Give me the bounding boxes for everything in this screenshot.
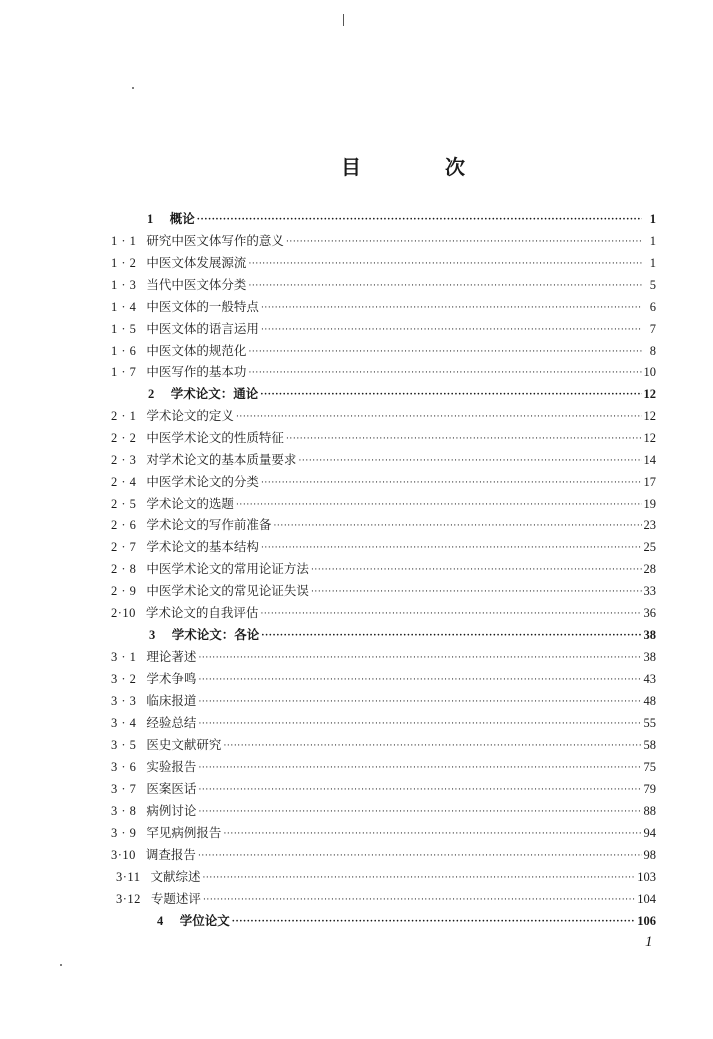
toc-title: 学术论文的自我评估 xyxy=(145,605,259,620)
toc-row xyxy=(111,275,656,295)
toc-title: 研究中医文体写作的意义 xyxy=(146,233,284,248)
toc-title: 学术争鸣 xyxy=(146,671,197,686)
toc-number: 1 · 6 xyxy=(111,344,137,358)
toc-title: 中医学术论文的性质特征 xyxy=(146,430,284,445)
toc-page-number: 17 xyxy=(643,475,656,489)
toc-row xyxy=(111,669,656,689)
toc-number: 3 · 3 xyxy=(111,694,137,708)
toc-row xyxy=(111,450,656,470)
toc-page-number: 104 xyxy=(637,892,656,906)
toc-leader-dots xyxy=(203,890,635,910)
toc-number: 3·11 xyxy=(116,870,141,884)
toc-page-number: 38 xyxy=(643,650,656,664)
toc-page-number: 7 xyxy=(649,322,656,336)
toc-title: 实验报告 xyxy=(146,759,197,774)
toc-title: 中医学术论文的分类 xyxy=(146,474,259,489)
toc-number: 3·10 xyxy=(111,848,136,862)
toc-leader-dots xyxy=(273,516,641,536)
toc-title: 学术论文的选题 xyxy=(146,496,234,511)
toc-row xyxy=(111,691,656,711)
toc-title: 病例讨论 xyxy=(146,803,197,818)
toc-row xyxy=(111,581,656,601)
toc-title: 调查报告 xyxy=(145,847,196,862)
toc-leader-dots xyxy=(286,429,642,449)
toc-page-number: 10 xyxy=(643,365,656,379)
toc-page-number: 19 xyxy=(643,497,656,511)
toc-page-number: 8 xyxy=(649,344,656,358)
page-number: 1 xyxy=(645,934,653,950)
toc-leader-dots xyxy=(198,802,641,822)
toc-page-number: 48 xyxy=(643,694,656,708)
toc-title: 学术论文：通论 xyxy=(170,386,259,401)
toc-number: 2 · 5 xyxy=(111,497,137,511)
toc-page-number: 98 xyxy=(643,848,656,862)
toc-row xyxy=(111,801,656,821)
toc-number: 3 · 9 xyxy=(111,826,137,840)
toc-number: 2 · 6 xyxy=(111,518,137,532)
toc-number: 2·10 xyxy=(111,606,136,620)
toc-row xyxy=(111,603,656,623)
toc-row xyxy=(111,253,656,273)
toc-chapter-row xyxy=(147,209,656,229)
toc-leader-dots xyxy=(261,626,641,646)
toc-leader-dots xyxy=(261,320,642,340)
toc-title: 当代中医文体分类 xyxy=(146,277,247,292)
toc-number: 1 · 2 xyxy=(111,256,137,270)
toc-number: 1 · 1 xyxy=(111,234,137,248)
toc-row xyxy=(111,713,656,733)
toc-title: 理论著述 xyxy=(146,649,197,664)
toc-row xyxy=(111,494,656,514)
toc-number: 1 · 5 xyxy=(111,322,137,336)
toc-page-number: 1 xyxy=(649,212,656,226)
toc-row xyxy=(111,537,656,557)
toc-row xyxy=(111,845,656,865)
toc-number: 3 · 2 xyxy=(111,672,137,686)
toc-page-number: 58 xyxy=(643,738,656,752)
toc-page-number: 55 xyxy=(643,716,656,730)
toc-page-number: 12 xyxy=(643,387,656,401)
toc-chapter-row xyxy=(149,625,656,645)
toc-leader-dots xyxy=(198,846,642,866)
toc-page-number: 14 xyxy=(643,453,656,467)
toc-leader-dots xyxy=(198,758,641,778)
toc-title: 对学术论文的基本质量要求 xyxy=(146,452,297,467)
toc-page-number: 6 xyxy=(649,300,656,314)
toc-row xyxy=(111,341,656,361)
toc-page-number: 103 xyxy=(637,870,656,884)
toc-leader-dots xyxy=(311,560,642,580)
toc-title: 医案医话 xyxy=(146,781,197,796)
toc-page-number: 36 xyxy=(643,606,656,620)
toc-row xyxy=(111,297,656,317)
toc-leader-dots xyxy=(311,582,642,602)
toc-leader-dots xyxy=(248,342,642,362)
toc-leader-dots xyxy=(198,692,641,712)
toc-title: 概论 xyxy=(169,211,195,226)
toc-number: 3·12 xyxy=(116,892,141,906)
toc-number: 3 · 7 xyxy=(111,782,137,796)
scan-speck xyxy=(343,14,344,26)
toc-row xyxy=(111,757,656,777)
toc-page-number: 23 xyxy=(643,518,656,532)
toc-row xyxy=(111,515,656,535)
toc-row xyxy=(116,889,656,909)
toc-title: 中医学术论文的常用论证方法 xyxy=(146,561,309,576)
toc-leader-dots xyxy=(261,538,642,558)
toc-page-number: 25 xyxy=(643,540,656,554)
toc-page-number: 1 xyxy=(649,234,656,248)
toc-number: 2 · 1 xyxy=(111,409,137,423)
toc-row xyxy=(111,428,656,448)
toc-leader-dots xyxy=(223,736,641,756)
toc-number: 3 · 6 xyxy=(111,760,137,774)
toc-page-number: 5 xyxy=(649,278,656,292)
toc-title: 中医文体的语言运用 xyxy=(146,321,259,336)
toc-row xyxy=(111,559,656,579)
toc-leader-dots xyxy=(260,385,641,405)
toc-number: 2 · 2 xyxy=(111,431,137,445)
toc-page-number: 88 xyxy=(643,804,656,818)
toc-number: 3 · 1 xyxy=(111,650,137,664)
toc-row xyxy=(111,406,656,426)
toc-row xyxy=(111,823,656,843)
toc-page-number: 33 xyxy=(643,584,656,598)
toc-page-number: 75 xyxy=(643,760,656,774)
toc-number: 2 · 7 xyxy=(111,540,137,554)
toc-page-number: 28 xyxy=(643,562,656,576)
scan-speck xyxy=(132,87,134,89)
toc-page-number: 79 xyxy=(643,782,656,796)
toc-row xyxy=(111,231,656,251)
toc-chapter-row xyxy=(157,911,656,931)
toc-page-number: 38 xyxy=(643,628,656,642)
toc-leader-dots xyxy=(298,451,641,471)
toc-row xyxy=(111,362,656,382)
toc-row xyxy=(111,472,656,492)
toc-title: 中医文体发展源流 xyxy=(146,255,247,270)
toc-row xyxy=(111,319,656,339)
toc-number: 3 xyxy=(149,628,156,642)
toc-title: 学术论文的定义 xyxy=(146,408,234,423)
toc-leader-dots xyxy=(261,473,642,493)
toc-title: 中医学术论文的常见论证失误 xyxy=(146,583,309,598)
toc-page-number: 12 xyxy=(643,409,656,423)
toc-number: 2 xyxy=(148,387,155,401)
toc-title: 学术论文：各论 xyxy=(171,627,260,642)
toc-leader-dots xyxy=(248,363,641,383)
toc-chapter-row xyxy=(148,384,656,404)
toc-title: 专题述评 xyxy=(150,891,201,906)
toc-leader-dots xyxy=(202,868,635,888)
toc-leader-dots xyxy=(198,670,641,690)
toc-number: 2 · 4 xyxy=(111,475,137,489)
toc-number: 1 · 3 xyxy=(111,278,137,292)
toc-title: 学术论文的写作前准备 xyxy=(146,517,272,532)
toc-title: 罕见病例报告 xyxy=(146,825,222,840)
toc-number: 3 · 4 xyxy=(111,716,137,730)
toc-title: 文献综述 xyxy=(150,869,201,884)
toc-row xyxy=(111,779,656,799)
toc-row xyxy=(116,867,656,887)
toc-title: 学术论文的基本结构 xyxy=(146,539,259,554)
toc-title: 经验总结 xyxy=(146,715,197,730)
scan-speck xyxy=(60,964,62,966)
toc-page-number: 12 xyxy=(643,431,656,445)
toc-page-number: 106 xyxy=(637,914,656,928)
toc-leader-dots xyxy=(232,912,635,932)
toc-number: 1 · 4 xyxy=(111,300,137,314)
toc-page-number: 1 xyxy=(649,256,656,270)
toc-number: 2 · 8 xyxy=(111,562,137,576)
toc-number: 3 · 8 xyxy=(111,804,137,818)
toc-page-number: 43 xyxy=(643,672,656,686)
toc-title: 中医文体的规范化 xyxy=(146,343,247,358)
toc-leader-dots xyxy=(260,604,641,624)
toc-number: 2 · 9 xyxy=(111,584,137,598)
toc-leader-dots xyxy=(286,232,642,252)
toc-title: 中医文体的一般特点 xyxy=(146,299,259,314)
toc-number: 1 · 7 xyxy=(111,365,137,379)
toc-leader-dots xyxy=(236,495,642,515)
toc-leader-dots xyxy=(197,210,642,230)
toc-title: 医史文献研究 xyxy=(146,737,222,752)
toc-title: 学位论文 xyxy=(179,913,230,928)
toc-number: 3 · 5 xyxy=(111,738,137,752)
toc-row xyxy=(111,647,656,667)
toc-title: 临床报道 xyxy=(146,693,197,708)
toc-leader-dots xyxy=(198,714,641,734)
toc-leader-dots xyxy=(198,780,641,800)
toc-leader-dots xyxy=(223,824,641,844)
page-title: 目 次 xyxy=(341,155,497,179)
toc-leader-dots xyxy=(198,648,641,668)
toc-row xyxy=(111,735,656,755)
toc-title: 中医写作的基本功 xyxy=(146,364,247,379)
toc-leader-dots xyxy=(236,407,642,427)
toc-leader-dots xyxy=(248,276,642,296)
toc-number: 2 · 3 xyxy=(111,453,137,467)
toc-leader-dots xyxy=(248,254,642,274)
toc-page-number: 94 xyxy=(643,826,656,840)
toc-number: 4 xyxy=(157,914,164,928)
toc-leader-dots xyxy=(261,298,642,318)
toc-number: 1 xyxy=(147,212,154,226)
